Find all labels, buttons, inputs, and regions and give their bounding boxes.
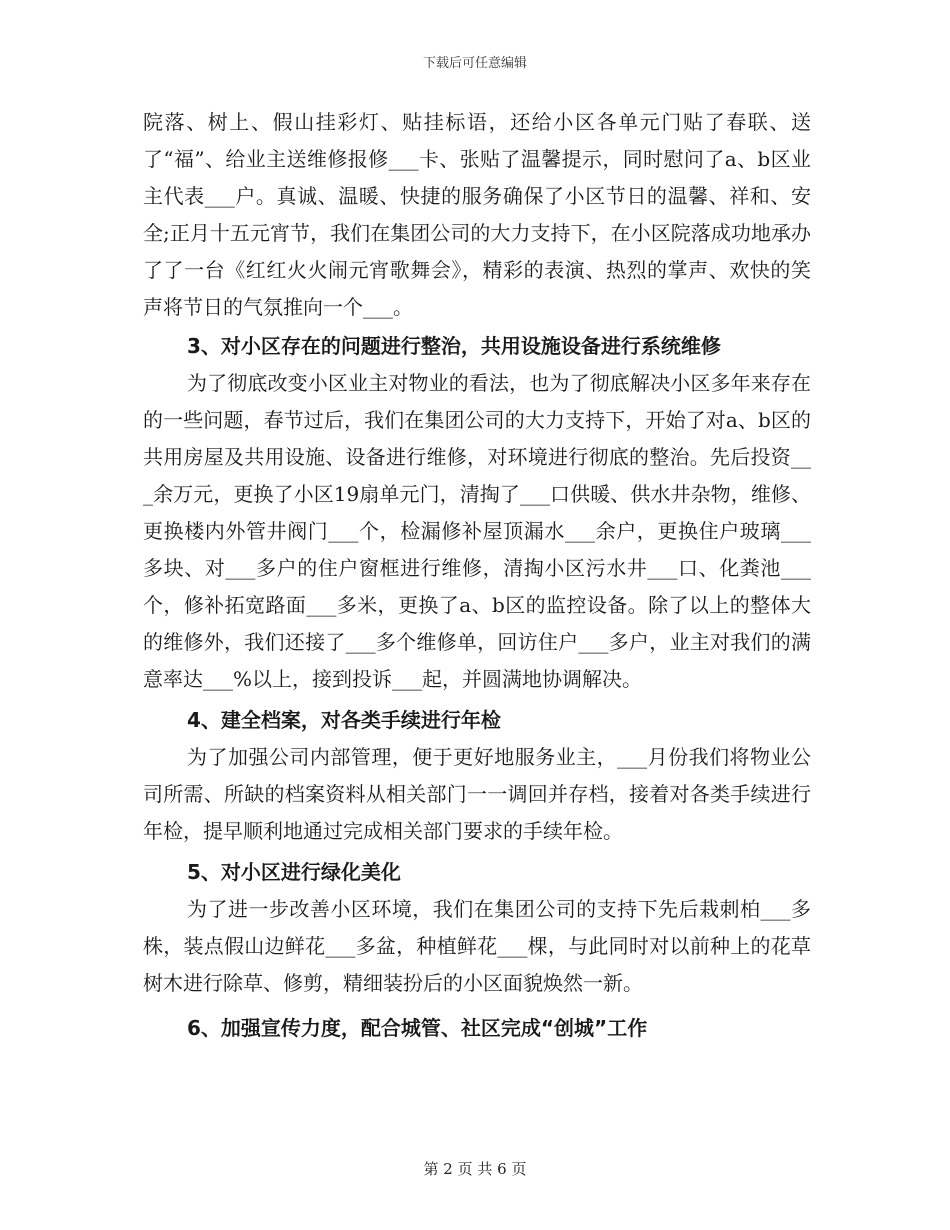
paragraph-section-4: 为了加强公司内部管理，便于更好地服务业主，___月份我们将物业公司所需、所缺的档案资料从相关部门一一调回并存档，接着对各类手续进行年检，提早顺利地通过完成相关部门要求的手续年检。: [143, 745, 811, 843]
paragraph-section-5: 为了进一步改善小区环境，我们在集团公司的支持下先后栽刺柏___多株，装点假山边鲜花___多盆，种植鲜花___棵，与此同时对以前种上的花草树木进行除草、修剪，精细装扮后的小区面貌焕然一新。: [143, 897, 811, 995]
section-heading-4: 4、建全档案，对各类手续进行年检: [187, 708, 501, 732]
paragraph-section-3: 为了彻底改变小区业主对物业的看法，也为了彻底解决小区多年来存在的一些问题，春节过后，我们在集团公司的大力支持下，开始了对a、b区的共用房屋及共用设施、设备进行维修，对环境进行彻底的整治。先后投资___余万元，更换了小区19扇单元门，清掏了___口供暖、供水井杂物，维修、更换楼内外管井阀门___个，检漏修补屋顶漏水___余户，更换住户玻璃___多块、对___多户的住户窗框进行维修，清掏小区污水井___口、化粪池___个，修补拓宽路面___多米，更换了a、b区的监控设备。除了以上的整体大的维修外，我们还接了___多个维修单，回访住户___多户，业主对我们的满意率达___%以上，接到投诉___起，并圆满地协调解决。: [143, 371, 811, 691]
section-heading-6: 6、加强宣传力度，配合城管、社区完成“创城”工作: [187, 1016, 648, 1040]
paragraph-continuation: 院落、树上、假山挂彩灯、贴挂标语，还给小区各单元门贴了春联、送了“福”、给业主送维修报修___卡、张贴了温馨提示，同时慰问了a、b区业主代表___户。真诚、温暖、快捷的服务确保了小区节日的温馨、祥和、安全;正月十五元宵节，我们在集团公司的大力支持下，在小区院落成功地承办了了一台《红红火火闹元宵歌舞会》，精彩的表演、热烈的掌声、欢快的笑声将节日的气氛推向一个___。: [143, 110, 811, 319]
page-header-note: 下载后可任意编辑: [422, 56, 527, 71]
section-heading-3: 3、对小区存在的问题进行整治，共用设施设备进行系统维修: [187, 334, 721, 358]
document-body: [143, 104, 811, 1047]
page-number: 第 2 页 共 6 页: [423, 1160, 527, 1178]
section-heading-5: 5、对小区进行绿化美化: [187, 860, 401, 884]
